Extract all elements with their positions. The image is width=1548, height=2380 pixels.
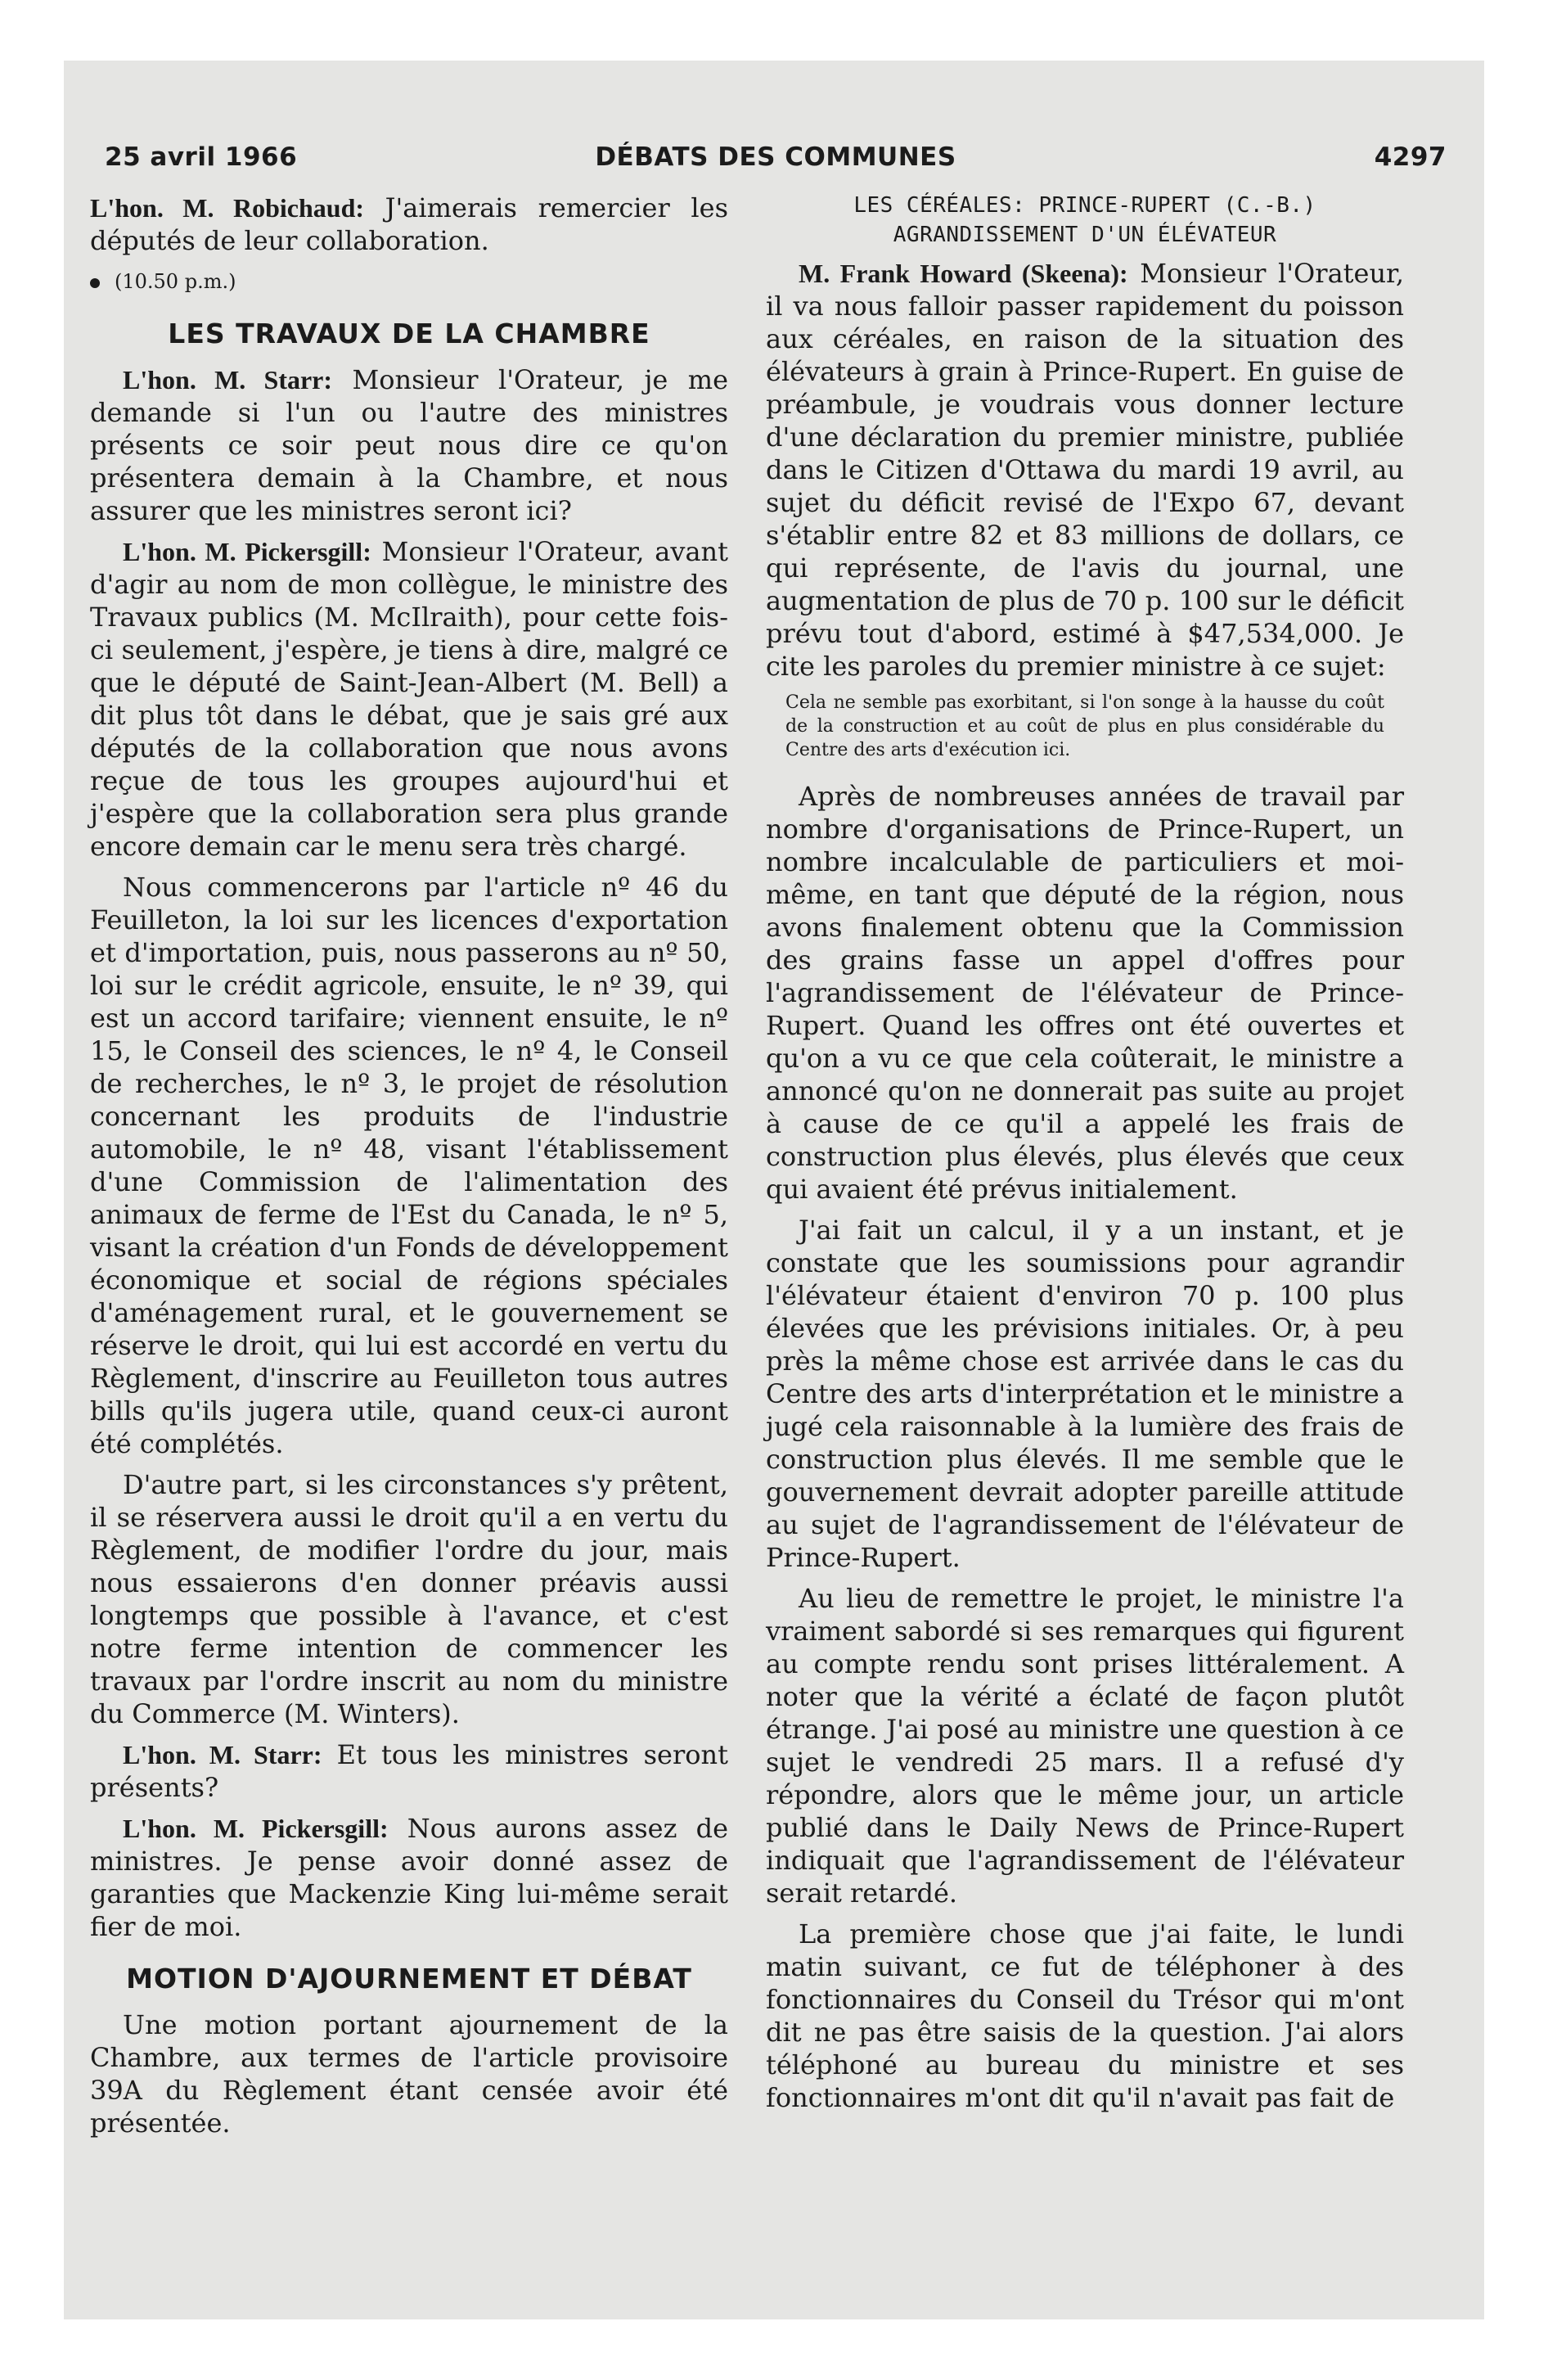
- page-header: [105, 142, 1447, 185]
- subject-subheading: AGRANDISSEMENT D'UN ÉLÉVATEUR: [893, 223, 1277, 247]
- speech-text: Monsieur l'Orateur, il va nous falloir passer rapidement du poisson aux céréales, en raison de la situation des élévateurs à grain à Prince-Rupert. En guise de préambule, je voudrais vous donner lecture d'une déclaration du premier ministre, publiée dans le Citizen d'Ottawa du mardi 19 avril, au sujet du déficit revisé de l'Expo 67, devant s'établir entre 82 et 83 millions de dollars, ce qui représente, de l'avis du journal, une augmentation de plus de 70 p. 100 sur le déficit prévu tout d'abord, estimé à $47,534,000. Je cite les paroles du premier ministre à ce sujet:: [766, 258, 1405, 682]
- paragraph: [90, 1738, 728, 1804]
- speech-text: Et tous les ministres seront présents?: [90, 1739, 729, 1803]
- scanned-page: [64, 61, 1484, 2319]
- speech-text: Monsieur l'Orateur, avant d'agir au nom de mon collègue, le ministre des Travaux publics (M. McIlraith), pour cette fois-ci seulement, j'espère, je tiens à dire, malgré ce que le député de Saint-Jean-Albert (M. Bell) a dit plus tôt dans le débat, que je sais gré aux députés de la collaboration que nous avons reçue de tous les groupes aujourd'hui et j'espère que la collaboration sera plus grande encore demain car le menu sera très chargé.: [90, 536, 729, 862]
- speaker-name: M. Frank Howard (Skeena):: [799, 259, 1128, 288]
- section-heading: MOTION D'AJOURNEMENT ET DÉBAT: [126, 1963, 692, 1995]
- speaker-name: L'hon. M. Pickersgill:: [123, 537, 371, 566]
- paragraph: Au lieu de remettre le projet, le ministre l'a vraiment sabordé si ses remarques qui figurent au compte rendu sont prises littéralement. A noter que la vérité a éclaté de façon plutôt étrange. J'ai posé au ministre une question à ce sujet le vendredi 25 mars. Il a refusé d'y répondre, alors que le même jour, un article publié dans le Daily News de Prince-Rupert indiquait que l'agrandissement de l'élévateur serait retardé.: [766, 1583, 1404, 1909]
- left-column: [90, 192, 728, 2148]
- speaker-name: L'hon. M. Starr:: [123, 365, 333, 394]
- speaker-name: L'hon. M. Starr:: [123, 1740, 322, 1769]
- speech-text: J'aimerais remercier les députés de leur collaboration.: [90, 192, 729, 256]
- paragraph: Nous commencerons par l'article nº 46 du Feuilleton, la loi sur les licences d'exportation et d'importation, puis, nous passerons au nº 50, loi sur le crédit agricole, ensuite, le nº 39, qui est un accord tarifaire; viennent ensuite, le nº 15, le Conseil des sciences, le nº 4, le Conseil de recherches, le nº 3, le projet de résolution concernant les produits de l'industrie automobile, le nº 48, visant l'établissement d'une Commission de l'alimentation des animaux de ferme de l'Est du Canada, le nº 5, visant la création d'un Fonds de développement économique et social de régions spéciales d'aménagement rural, et le gouvernement se réserve le droit, qui lui est accordé en vertu du Règlement, d'inscrire au Feuilleton tous autres bills qu'ils jugera utile, quand ceux-ci auront été complétés.: [90, 872, 728, 1459]
- paragraph: Après de nombreuses années de travail par nombre d'organisations de Prince-Rupert, un nombre incalculable de particuliers et moi-même, en tant que député de la région, nous avons finalement obtenu que la Commission des grains fasse un appel d'offres pour l'agrandissement de l'élévateur de Prince-Rupert. Quand les offres ont été ouvertes et qu'on a vu ce que cela coûterait, le ministre a annoncé qu'on ne donnerait pas suite au projet à cause de ce qu'il a appelé les frais de construction plus élevés, plus élevés que ceux qui avaient été prévus initialement.: [766, 781, 1404, 1205]
- speaker-name: L'hon. M. Pickersgill:: [123, 1814, 389, 1843]
- paragraph: [90, 363, 728, 527]
- paragraph: [90, 1812, 728, 1943]
- journal-title: DÉBATS DES COMMUNES: [595, 142, 956, 172]
- time-text: (10.50 p.m.): [115, 270, 236, 293]
- paragraph: J'ai fait un calcul, il y a un instant, et je constate que les soumissions pour agrandir l'élévateur étaient d'environ 70 p. 100 plus élevées que les prévisions initiales. Or, à peu près la même chose est arrivée dans le cas du Centre des arts d'interprétation et le ministre a jugé cela raisonnable à la lumière des frais de construction plus élevés. Il me semble que le gouvernement devrait adopter pareille attitude au sujet de l'agrandissement de l'élévateur de Prince-Rupert.: [766, 1215, 1404, 1573]
- speech-text: Monsieur l'Orateur, je me demande si l'un ou l'autre des ministres présents ce soir peut nous dire ce qu'on présentera demain à la Chambre, et nous assurer que les ministres seront ici?: [90, 364, 729, 526]
- header-date: 25 avril 1966: [105, 142, 298, 172]
- section-heading: LES TRAVAUX DE LA CHAMBRE: [168, 318, 650, 349]
- right-column: [766, 192, 1404, 2122]
- subject-heading: LES CÉRÉALES: PRINCE-RUPERT (C.-B.): [853, 193, 1316, 218]
- paragraph: [90, 535, 728, 863]
- block-quote: Cela ne semble pas exorbitant, si l'on songe à la hausse du coût de la construction et au coût de plus en plus considérable du Centre des arts d'exécution ici.: [785, 692, 1384, 760]
- timestamp: [90, 265, 728, 298]
- paragraph: [90, 192, 728, 257]
- bullet-icon: [90, 278, 100, 288]
- paragraph: Une motion portant ajournement de la Chambre, aux termes de l'article provisoire 39A du Règlement étant censée avoir été présentée.: [90, 2009, 728, 2139]
- speaker-name: L'hon. M. Robichaud:: [90, 193, 365, 223]
- paragraph: D'autre part, si les circonstances s'y prêtent, il se réservera aussi le droit qu'il a en vertu du Règlement, de modifier l'ordre du jour, mais nous essaierons d'en donner préavis aussi longtemps que possible à l'avance, et c'est notre ferme intention de commencer les travaux par l'ordre inscrit au nom du ministre du Commerce (M. Winters).: [90, 1469, 728, 1729]
- page-number: 4297: [1374, 142, 1447, 172]
- paragraph: La première chose que j'ai faite, le lundi matin suivant, ce fut de téléphoner à des fonctionnaires du Conseil du Trésor qui m'ont dit ne pas être saisis de la question. J'ai alors téléphoné au bureau du ministre et ses fonctionnaires m'ont dit qu'il n'avait pas fait de: [766, 1918, 1404, 2113]
- speech-text: Nous aurons assez de ministres. Je pense avoir donné assez de garanties que Mackenzie King lui-même serait fier de moi.: [90, 1813, 729, 1942]
- paragraph: [766, 257, 1404, 683]
